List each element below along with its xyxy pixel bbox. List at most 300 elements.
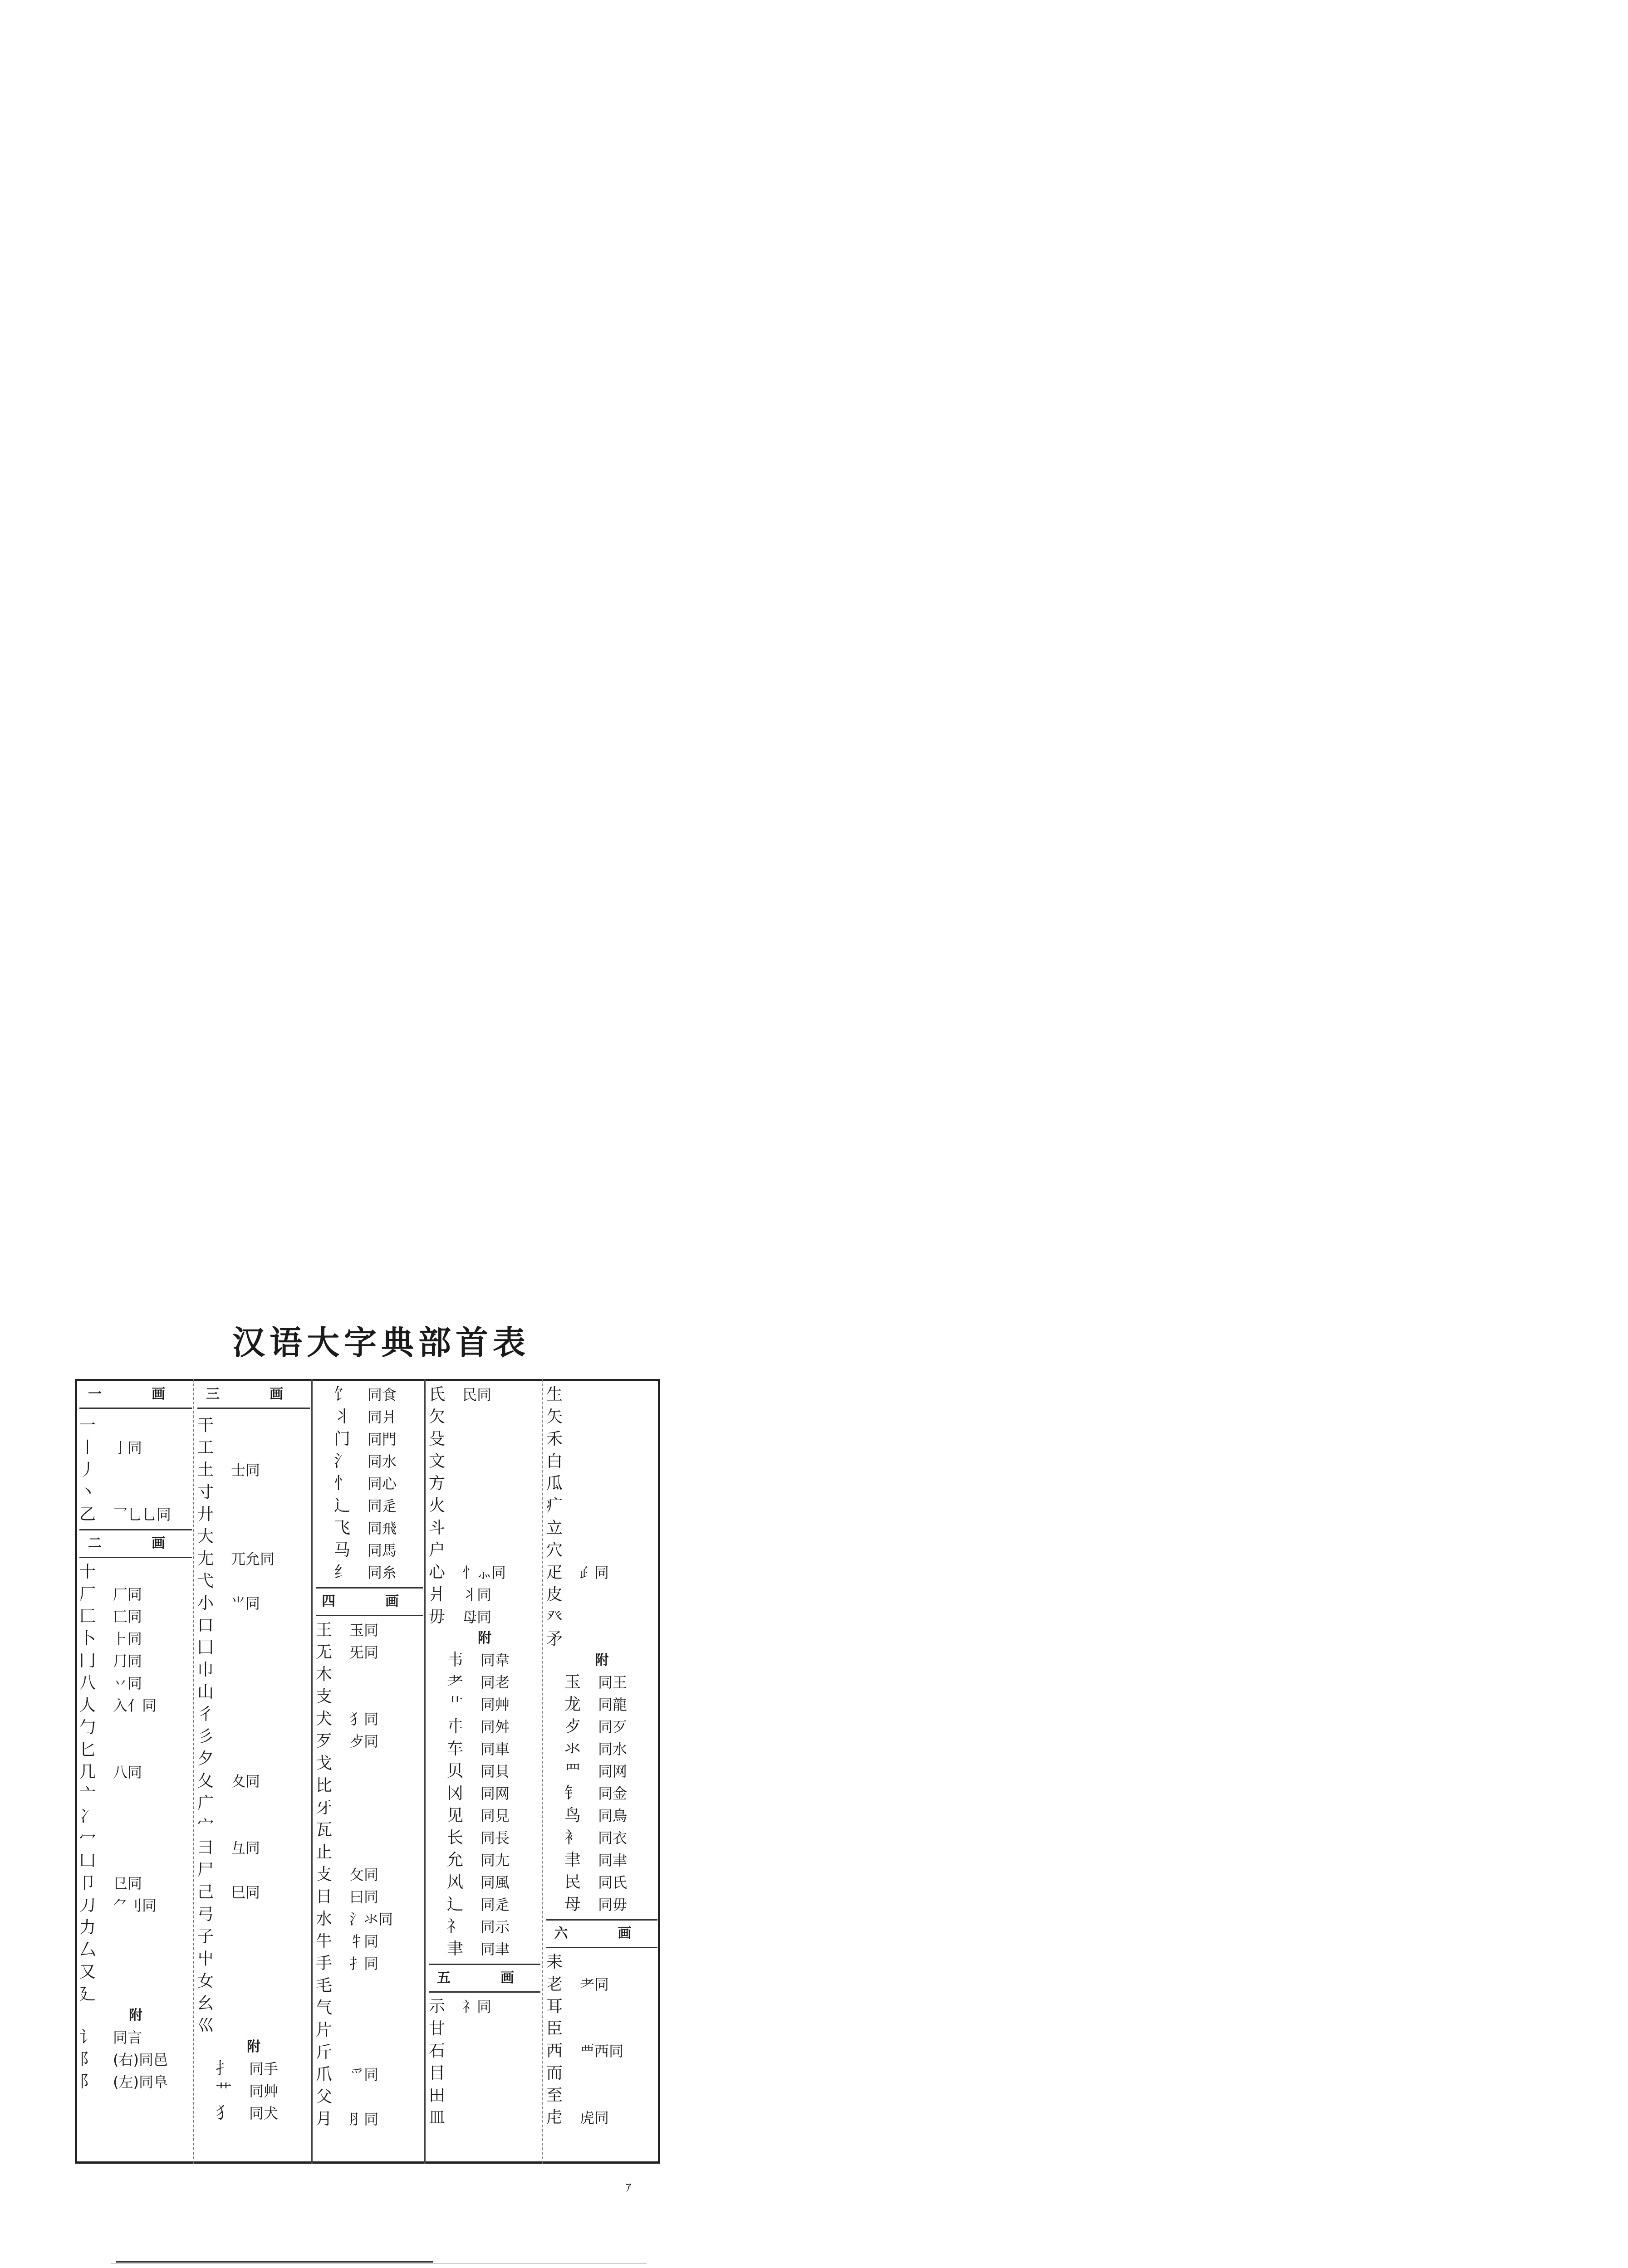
appendix-label: 附 — [129, 2008, 142, 2024]
radical-entry — [546, 1606, 657, 1628]
radical-glyph: 艹 — [447, 1695, 464, 1714]
variant-note: 忄⺗同 — [462, 1564, 506, 1581]
radical-glyph: 聿 — [447, 1940, 464, 1958]
radical-entry — [197, 1592, 310, 1614]
radical-entry — [429, 1827, 540, 1849]
radical-entry — [197, 1525, 310, 1548]
radical-entry — [79, 1694, 192, 1716]
radical-glyph: 弋 — [197, 1572, 214, 1590]
radical-entry — [316, 1428, 423, 1450]
radical-glyph: 矛 — [546, 1630, 563, 1648]
radical-glyph: 一 — [79, 1416, 96, 1435]
radical-glyph: 父 — [316, 2087, 333, 2106]
radical-entry — [197, 2014, 310, 2037]
radical-entry — [79, 1672, 192, 1694]
variant-note: 丷同 — [113, 1675, 142, 1692]
variant-note: 玉同 — [349, 1622, 379, 1639]
radical-entry — [429, 1716, 540, 1738]
radical-entry — [79, 1650, 192, 1672]
radical-glyph: 瓦 — [316, 1821, 333, 1839]
radical-glyph: 玉 — [564, 1673, 581, 1691]
variant-note: 同网 — [481, 1785, 510, 1802]
appendix-label: 附 — [595, 1652, 609, 1668]
radical-entry — [197, 1503, 310, 1525]
stroke-heading-6: 六 画 — [546, 1919, 657, 1948]
radical-glyph: 囗 — [197, 1638, 214, 1657]
radical-glyph: 大 — [197, 1527, 214, 1546]
radical-glyph: 廴 — [79, 1985, 96, 2004]
variant-note: 虎同 — [580, 2109, 609, 2126]
radical-glyph: 母 — [564, 1895, 581, 1914]
variant-note: (右)同邑 — [113, 2051, 168, 2068]
radical-glyph: 耒 — [546, 1953, 563, 1971]
radical-entry — [197, 1637, 310, 1659]
radical-entry — [79, 1939, 192, 1961]
radical-glyph: 目 — [429, 2064, 446, 2082]
radical-glyph: 戈 — [316, 1754, 333, 1773]
radical-entry — [197, 1725, 310, 1748]
radical-glyph: 虍 — [546, 2108, 563, 2127]
appendix-label: 附 — [478, 1630, 491, 1646]
radical-entry — [316, 1975, 423, 1997]
radical-glyph: 冖 — [79, 1829, 96, 1848]
radical-glyph: 爪 — [316, 2065, 333, 2084]
radical-glyph: 艹 — [216, 2082, 232, 2100]
radical-entry — [546, 1716, 657, 1738]
radical-list — [197, 1414, 310, 2037]
radical-entry — [79, 1983, 192, 2005]
radical-entry — [197, 1659, 310, 1681]
variant-note: 同爿 — [368, 1408, 397, 1426]
stroke-heading-5: 五 画 — [429, 1964, 540, 1993]
radical-entry — [316, 1686, 423, 1708]
radical-entry — [429, 1760, 540, 1782]
variant-note: ⺪同 — [580, 1564, 609, 1581]
radical-entry — [79, 2048, 192, 2071]
radical-glyph: 巾 — [197, 1661, 214, 1679]
variant-note: 彑同 — [231, 1839, 260, 1857]
variant-note: 同王 — [598, 1674, 628, 1691]
radical-entry — [79, 1716, 192, 1739]
variant-note: 同馬 — [368, 1542, 397, 1559]
radical-glyph: 广 — [197, 1794, 214, 1813]
radical-glyph: 甘 — [429, 2019, 446, 2038]
radical-entry — [197, 1548, 310, 1570]
variant-note: 攵同 — [349, 1866, 379, 1883]
appendix-label: 附 — [247, 2039, 260, 2055]
column-divider — [311, 1379, 313, 2164]
radical-glyph: 屮 — [197, 1950, 214, 1968]
radical-entry — [546, 1472, 657, 1495]
radical-glyph: 冈 — [447, 1784, 464, 1803]
variant-note: 同网 — [598, 1763, 628, 1780]
radical-entry — [546, 1517, 657, 1539]
radical-glyph: 丿 — [79, 1461, 96, 1479]
radical-entry — [429, 1517, 540, 1539]
variant-note: 同手 — [249, 2060, 279, 2077]
radical-entry — [546, 1383, 657, 1406]
radical-entry — [79, 1828, 192, 1850]
radical-glyph: 礻 — [447, 1917, 464, 1936]
radical-entry — [316, 1450, 423, 1472]
radical-entry — [546, 1760, 657, 1782]
radical-list — [316, 1619, 423, 2130]
radical-entry — [429, 1916, 540, 1938]
variant-note: 同聿 — [481, 1941, 510, 1958]
radical-entry — [429, 1472, 540, 1495]
radical-entry — [197, 1614, 310, 1637]
radical-glyph: 斤 — [316, 2043, 333, 2062]
radical-list — [429, 1995, 540, 2129]
radical-entry — [316, 2108, 423, 2130]
radical-entry — [316, 1752, 423, 1774]
radical-entry — [316, 1863, 423, 1886]
variant-note: ⺌同 — [231, 1595, 260, 1612]
variant-note: 覀西同 — [580, 2043, 624, 2060]
radical-glyph: 风 — [447, 1873, 464, 1892]
variant-note: 同歹 — [598, 1718, 628, 1735]
radical-glyph: 火 — [429, 1496, 446, 1515]
radical-entry — [79, 1872, 192, 1894]
radical-glyph: 月 — [316, 2110, 333, 2128]
radical-glyph: 户 — [429, 1541, 446, 1559]
radical-entry — [316, 1495, 423, 1517]
radical-glyph: 允 — [447, 1851, 464, 1869]
radical-entry — [316, 1908, 423, 1930]
stroke-heading-2: 二 画 — [79, 1529, 192, 1558]
radical-glyph: 氺 — [564, 1740, 581, 1758]
radical-entry — [429, 1893, 540, 1916]
radical-glyph: 癶 — [546, 1608, 563, 1626]
radical-entry — [197, 1681, 310, 1703]
radical-entry — [197, 1792, 310, 1814]
radical-entry — [546, 1827, 657, 1849]
radical-glyph: 耳 — [546, 1997, 563, 2016]
radical-entry — [546, 1584, 657, 1606]
radical-glyph: 勹 — [79, 1718, 96, 1737]
variant-note: 同衣 — [598, 1829, 628, 1847]
radical-glyph: 丬 — [334, 1408, 351, 1426]
stroke-heading-1: 一 画 — [79, 1381, 192, 1409]
radical-glyph: 十 — [79, 1563, 96, 1581]
column-1 — [79, 1381, 192, 2093]
radical-entry — [546, 1693, 657, 1716]
radical-entry — [316, 2063, 423, 2086]
radical-glyph: 女 — [197, 1972, 214, 1990]
radical-list — [546, 1951, 657, 2129]
radical-entry — [429, 1649, 540, 1671]
radical-entry — [197, 1414, 310, 1437]
variant-note: 匸同 — [113, 1608, 142, 1625]
radical-entry — [429, 1693, 540, 1716]
variant-note: 歺同 — [349, 1733, 379, 1750]
radical-glyph: 臣 — [546, 2019, 563, 2038]
variant-note: 同貝 — [481, 1763, 510, 1780]
radical-glyph: 乙 — [79, 1505, 96, 1524]
radical-glyph: 力 — [79, 1918, 96, 1937]
variant-note: 同辵 — [481, 1896, 510, 1913]
radical-glyph: 民 — [564, 1873, 581, 1892]
radical-entry — [429, 2040, 540, 2062]
radical-entry — [316, 1641, 423, 1663]
radical-glyph: 无 — [316, 1643, 333, 1662]
radical-entry — [197, 2102, 310, 2124]
variant-note: 旡同 — [349, 1644, 379, 1661]
radical-glyph: 耂 — [447, 1673, 464, 1691]
appendix-list — [79, 2026, 192, 2093]
radical-entry — [197, 1948, 310, 1970]
radical-entry — [79, 1481, 192, 1503]
variant-note: 同舛 — [481, 1718, 510, 1735]
radical-entry — [197, 1881, 310, 1903]
radical-glyph: 尢 — [197, 1549, 214, 1568]
radical-glyph: 人 — [79, 1696, 96, 1715]
variant-note: 同氏 — [598, 1874, 628, 1891]
variant-note: (左)同阜 — [113, 2073, 168, 2091]
variant-note: ⺈刂同 — [113, 1897, 157, 1914]
variant-note: 同門 — [368, 1431, 397, 1448]
radical-entry — [197, 1926, 310, 1948]
radical-glyph: 彐 — [197, 1838, 214, 1857]
radical-glyph: 厂 — [79, 1585, 96, 1603]
radical-entry — [429, 1584, 540, 1606]
radical-entry — [197, 1903, 310, 1926]
variant-note: 同飛 — [368, 1520, 397, 1537]
radical-entry — [546, 1893, 657, 1916]
radical-glyph: 干 — [197, 1416, 214, 1435]
radical-glyph: 至 — [546, 2086, 563, 2105]
radical-entry — [546, 1561, 657, 1584]
variant-note: 同韋 — [481, 1652, 510, 1669]
radical-entry — [316, 1619, 423, 1641]
radical-glyph: 而 — [546, 2064, 563, 2082]
radical-glyph: 卜 — [79, 1629, 96, 1648]
radical-entry — [546, 1495, 657, 1517]
radical-entry — [546, 2040, 657, 2062]
variant-note: 同言 — [113, 2029, 142, 2046]
bottom-rule — [111, 2263, 647, 2264]
variant-note: 同水 — [598, 1740, 628, 1758]
appendix-list — [546, 1671, 657, 1916]
radical-glyph: 己 — [197, 1883, 214, 1901]
radical-entry — [79, 2071, 192, 2093]
column-4 — [429, 1383, 540, 2129]
radical-glyph: 阝 — [79, 2050, 96, 2069]
variant-note: 丬同 — [462, 1586, 492, 1603]
radical-entry — [316, 1819, 423, 1841]
radical-glyph: 匕 — [79, 1740, 96, 1759]
variant-note: 同長 — [481, 1829, 510, 1847]
radical-glyph: 卩 — [79, 1874, 96, 1892]
radical-entry — [316, 1930, 423, 1952]
radical-glyph: 山 — [197, 1683, 214, 1701]
radical-entry — [79, 1605, 192, 1628]
radical-entry — [429, 1450, 540, 1472]
column-divider — [542, 1379, 543, 2164]
radical-glyph: 疋 — [546, 1563, 563, 1582]
radical-entry — [197, 1437, 310, 1459]
radical-glyph: 歹 — [316, 1732, 333, 1750]
radical-glyph: 廾 — [197, 1505, 214, 1524]
radical-glyph: 殳 — [429, 1430, 446, 1448]
variant-note: 入亻同 — [113, 1697, 157, 1714]
variant-note: 同金 — [598, 1785, 628, 1802]
radical-glyph: 宀 — [197, 1816, 214, 1835]
radical-entry — [79, 1850, 192, 1872]
radical-list — [429, 1383, 540, 1628]
variant-note: 同水 — [368, 1453, 397, 1470]
radical-entry — [79, 1583, 192, 1605]
radical-glyph: 冂 — [79, 1652, 96, 1670]
radical-glyph: 斗 — [429, 1519, 446, 1537]
radical-entry — [197, 1459, 310, 1481]
radical-glyph: 刀 — [79, 1896, 96, 1915]
radical-entry — [429, 1804, 540, 1827]
radical-entry — [546, 1973, 657, 1995]
radical-glyph: 彡 — [197, 1727, 214, 1746]
radical-glyph: 长 — [447, 1828, 464, 1847]
radical-entry — [316, 1774, 423, 1797]
radical-entry — [429, 1406, 540, 1428]
variant-note: 同老 — [481, 1674, 510, 1691]
radical-glyph: 气 — [316, 1999, 333, 2017]
variant-note: 㔾同 — [113, 1875, 142, 1892]
radical-entry — [79, 1916, 192, 1939]
radical-entry — [79, 1761, 192, 1783]
variant-note: ⺊同 — [113, 1630, 142, 1647]
variant-note: 同毋 — [598, 1896, 628, 1913]
radical-glyph: 匚 — [79, 1607, 96, 1626]
variant-note: 氵氺同 — [349, 1911, 393, 1928]
radical-entry — [429, 1495, 540, 1517]
column-divider — [193, 1379, 194, 2164]
radical-entry — [197, 1570, 310, 1592]
radical-entry — [429, 1995, 540, 2018]
radical-glyph: 氵 — [334, 1452, 351, 1471]
radical-glyph: 又 — [79, 1963, 96, 1981]
variant-note: 礻同 — [462, 1998, 492, 2015]
radical-glyph: 白 — [546, 1452, 563, 1471]
variant-note: 同鳥 — [598, 1807, 628, 1824]
radical-entry — [429, 1671, 540, 1693]
radical-list — [79, 1414, 192, 1525]
radical-entry — [197, 1859, 310, 1881]
appendix-list — [197, 2058, 310, 2124]
radical-glyph: 皿 — [429, 2108, 446, 2127]
radical-glyph: 歺 — [564, 1717, 581, 1736]
radical-glyph: 门 — [334, 1430, 351, 1448]
radical-entry — [79, 1961, 192, 1983]
radical-glyph: 纟 — [334, 1563, 351, 1582]
radical-entry — [79, 1739, 192, 1761]
radical-entry — [316, 1472, 423, 1495]
variant-note: 巳同 — [231, 1884, 260, 1901]
radical-glyph: 比 — [316, 1776, 333, 1795]
radical-glyph: 文 — [429, 1452, 446, 1471]
radical-entry — [429, 1871, 540, 1893]
radical-glyph: 皮 — [546, 1585, 563, 1604]
radical-glyph: 钅 — [564, 1784, 581, 1803]
radical-glyph: 瓜 — [546, 1474, 563, 1493]
radical-entry — [546, 1428, 657, 1450]
radical-entry — [316, 1708, 423, 1730]
radical-entry — [197, 1970, 310, 1992]
radical-glyph: 八 — [79, 1674, 96, 1692]
radical-entry — [546, 1539, 657, 1561]
radical-entry — [316, 1663, 423, 1686]
radical-glyph: 手 — [316, 1954, 333, 1973]
radical-entry — [197, 1770, 310, 1792]
radical-glyph: 牙 — [316, 1799, 333, 1817]
radical-glyph: 禾 — [546, 1430, 563, 1448]
radical-glyph: 示 — [429, 1997, 446, 2016]
radical-entry — [79, 1561, 192, 1583]
radical-entry — [429, 2018, 540, 2040]
column-divider — [424, 1379, 426, 2164]
radical-entry — [316, 2041, 423, 2063]
radical-glyph: 西 — [546, 2042, 563, 2060]
radical-glyph: 心 — [429, 1563, 446, 1582]
radical-glyph: 尸 — [197, 1861, 214, 1879]
radical-glyph: 支 — [316, 1687, 333, 1706]
radical-entry — [546, 1450, 657, 1472]
variant-note: 同聿 — [598, 1852, 628, 1869]
radical-glyph: 忄 — [334, 1474, 351, 1493]
radical-entry — [316, 1886, 423, 1908]
radical-entry — [316, 2019, 423, 2041]
radical-entry — [79, 1805, 192, 1828]
radical-entry — [316, 1952, 423, 1975]
radical-entry — [79, 1437, 192, 1459]
radical-glyph: 扌 — [216, 2059, 232, 2078]
radical-glyph: 丶 — [79, 1483, 96, 1501]
variant-note: 犭同 — [349, 1711, 379, 1728]
variant-note: 同心 — [368, 1475, 397, 1492]
variant-note: 同糸 — [368, 1564, 397, 1581]
radical-glyph: 厶 — [79, 1941, 96, 1959]
variant-note: 扌同 — [349, 1955, 379, 1972]
variant-note: 夊同 — [231, 1773, 260, 1790]
variant-note: 民同 — [462, 1386, 492, 1403]
column-3 — [316, 1383, 423, 2130]
radical-glyph: 见 — [447, 1806, 464, 1825]
radical-entry — [429, 1938, 540, 1960]
radical-glyph: 穴 — [546, 1541, 563, 1559]
radical-glyph: 贝 — [447, 1762, 464, 1780]
radical-glyph: 幺 — [197, 1994, 214, 2013]
radical-list — [546, 1383, 657, 1650]
radical-entry — [79, 1503, 192, 1525]
variant-note: 同辵 — [368, 1497, 397, 1515]
radical-entry — [197, 2058, 310, 2080]
variant-note: 兀允同 — [231, 1550, 275, 1568]
variant-note: 耂同 — [580, 1976, 609, 1993]
radical-entry — [429, 1539, 540, 1561]
radical-glyph: 矢 — [546, 1408, 563, 1426]
radical-glyph: 毋 — [429, 1608, 446, 1626]
radical-entry — [546, 1804, 657, 1827]
radical-entry — [79, 1414, 192, 1437]
variant-note: 同龍 — [598, 1696, 628, 1713]
radical-entry — [546, 1849, 657, 1871]
radical-entry — [546, 1871, 657, 1893]
radical-entry — [197, 1992, 310, 2014]
radical-glyph: 车 — [447, 1740, 464, 1758]
radical-glyph: 土 — [197, 1461, 214, 1479]
radical-glyph: 口 — [197, 1616, 214, 1635]
radical-glyph: 讠 — [79, 2028, 96, 2047]
radical-glyph: 方 — [429, 1474, 446, 1493]
